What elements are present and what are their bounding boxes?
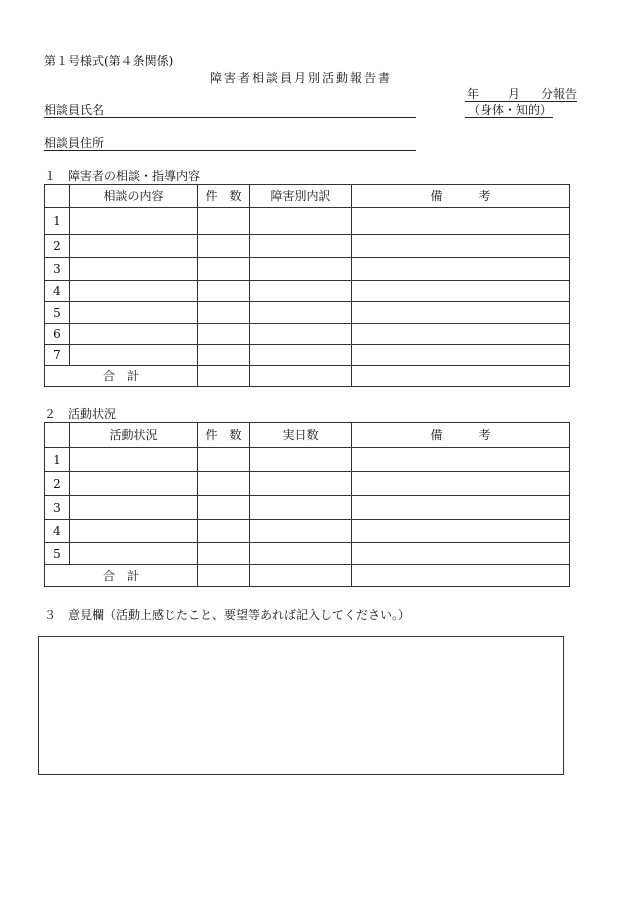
table-row xyxy=(45,302,570,324)
address-field-label: 相談員住所 xyxy=(44,136,105,150)
total-count[interactable] xyxy=(198,565,250,587)
header-number-cell xyxy=(45,185,70,208)
category-label: （身体・知的） xyxy=(468,103,553,117)
table-row xyxy=(45,281,570,302)
cell-remarks[interactable] xyxy=(352,496,570,520)
header-disability-breakdown: 障害別内訳 xyxy=(250,185,352,208)
cell-remarks[interactable] xyxy=(352,258,570,281)
header-number-cell xyxy=(45,423,70,448)
cell-remarks[interactable] xyxy=(352,543,570,565)
report-period-underline xyxy=(465,101,577,102)
category-underline xyxy=(465,117,553,118)
cell-content[interactable] xyxy=(70,208,198,235)
cell-remarks[interactable] xyxy=(352,448,570,472)
cell-content[interactable] xyxy=(70,302,198,324)
cell-remarks[interactable] xyxy=(352,208,570,235)
cell-count[interactable] xyxy=(198,281,250,302)
header-remarks: 備 考 xyxy=(352,185,570,208)
total-label: 合 計 xyxy=(45,565,198,587)
table-row xyxy=(45,496,570,520)
cell-activity[interactable] xyxy=(70,496,198,520)
form-label: 第１号様式(第４条関係) xyxy=(44,54,174,68)
opinion-box[interactable] xyxy=(38,636,564,775)
cell-count[interactable] xyxy=(198,324,250,345)
table-total-row xyxy=(45,565,570,587)
table-row xyxy=(45,448,570,472)
consultation-table xyxy=(44,184,570,387)
row-number: 2 xyxy=(45,235,70,258)
cell-days[interactable] xyxy=(250,448,352,472)
table-row xyxy=(45,520,570,543)
table-row xyxy=(45,345,570,366)
cell-count[interactable] xyxy=(198,235,250,258)
cell-breakdown[interactable] xyxy=(250,324,352,345)
address-field-line[interactable] xyxy=(44,150,416,151)
table-row xyxy=(45,324,570,345)
table-row xyxy=(45,543,570,565)
cell-remarks[interactable] xyxy=(352,324,570,345)
cell-count[interactable] xyxy=(198,302,250,324)
report-year-label: 年 xyxy=(467,87,480,101)
cell-count[interactable] xyxy=(198,520,250,543)
cell-activity[interactable] xyxy=(70,543,198,565)
cell-count[interactable] xyxy=(198,496,250,520)
cell-count[interactable] xyxy=(198,448,250,472)
cell-days[interactable] xyxy=(250,496,352,520)
cell-count[interactable] xyxy=(198,258,250,281)
cell-count[interactable] xyxy=(198,208,250,235)
section1-title: １ 障害者の相談・指導内容 xyxy=(44,169,201,183)
cell-content[interactable] xyxy=(70,235,198,258)
table-row xyxy=(45,235,570,258)
table-row xyxy=(45,208,570,235)
cell-remarks[interactable] xyxy=(352,235,570,258)
header-count: 件 数 xyxy=(198,185,250,208)
total-breakdown[interactable] xyxy=(250,366,352,387)
row-number: 1 xyxy=(45,448,70,472)
cell-days[interactable] xyxy=(250,520,352,543)
cell-count[interactable] xyxy=(198,345,250,366)
cell-content[interactable] xyxy=(70,345,198,366)
section2-title: ２ 活動状況 xyxy=(44,407,117,421)
table-header-row xyxy=(45,185,570,208)
row-number: 1 xyxy=(45,208,70,235)
total-count[interactable] xyxy=(198,366,250,387)
row-number: 3 xyxy=(45,258,70,281)
cell-content[interactable] xyxy=(70,281,198,302)
cell-days[interactable] xyxy=(250,543,352,565)
header-count: 件 数 xyxy=(198,423,250,448)
total-days[interactable] xyxy=(250,565,352,587)
cell-content[interactable] xyxy=(70,258,198,281)
table-total-row xyxy=(45,366,570,387)
row-number: 4 xyxy=(45,281,70,302)
cell-breakdown[interactable] xyxy=(250,208,352,235)
cell-breakdown[interactable] xyxy=(250,345,352,366)
row-number: 2 xyxy=(45,472,70,496)
name-field-line[interactable] xyxy=(44,117,416,118)
cell-breakdown[interactable] xyxy=(250,235,352,258)
row-number: 6 xyxy=(45,324,70,345)
section3-title: ３ 意見欄（活動上感じたこと、要望等あれば記入してください。） xyxy=(44,608,411,622)
cell-remarks[interactable] xyxy=(352,345,570,366)
cell-breakdown[interactable] xyxy=(250,258,352,281)
report-suffix-label: 分報告 xyxy=(541,87,578,101)
document-title: 障害者相談員月別活動報告書 xyxy=(210,71,393,85)
total-label: 合 計 xyxy=(45,366,198,387)
cell-remarks[interactable] xyxy=(352,520,570,543)
table-header-row xyxy=(45,423,570,448)
header-remarks: 備 考 xyxy=(352,423,570,448)
cell-count[interactable] xyxy=(198,543,250,565)
cell-content[interactable] xyxy=(70,324,198,345)
row-number: 5 xyxy=(45,302,70,324)
cell-activity[interactable] xyxy=(70,448,198,472)
cell-count[interactable] xyxy=(198,472,250,496)
row-number: 7 xyxy=(45,345,70,366)
table-row xyxy=(45,258,570,281)
row-number: 3 xyxy=(45,496,70,520)
cell-breakdown[interactable] xyxy=(250,281,352,302)
header-activity: 活動状況 xyxy=(70,423,198,448)
cell-breakdown[interactable] xyxy=(250,302,352,324)
row-number: 4 xyxy=(45,520,70,543)
cell-days[interactable] xyxy=(250,472,352,496)
total-remarks[interactable] xyxy=(352,366,570,387)
name-field-label: 相談員氏名 xyxy=(44,103,105,117)
row-number: 5 xyxy=(45,543,70,565)
header-actual-days: 実日数 xyxy=(250,423,352,448)
total-remarks[interactable] xyxy=(352,565,570,587)
table-row xyxy=(45,472,570,496)
cell-remarks[interactable] xyxy=(352,281,570,302)
header-content: 相談の内容 xyxy=(70,185,198,208)
report-month-label: 月 xyxy=(508,87,521,101)
cell-remarks[interactable] xyxy=(352,302,570,324)
activity-table xyxy=(44,422,570,587)
cell-remarks[interactable] xyxy=(352,472,570,496)
cell-activity[interactable] xyxy=(70,472,198,496)
cell-activity[interactable] xyxy=(70,520,198,543)
